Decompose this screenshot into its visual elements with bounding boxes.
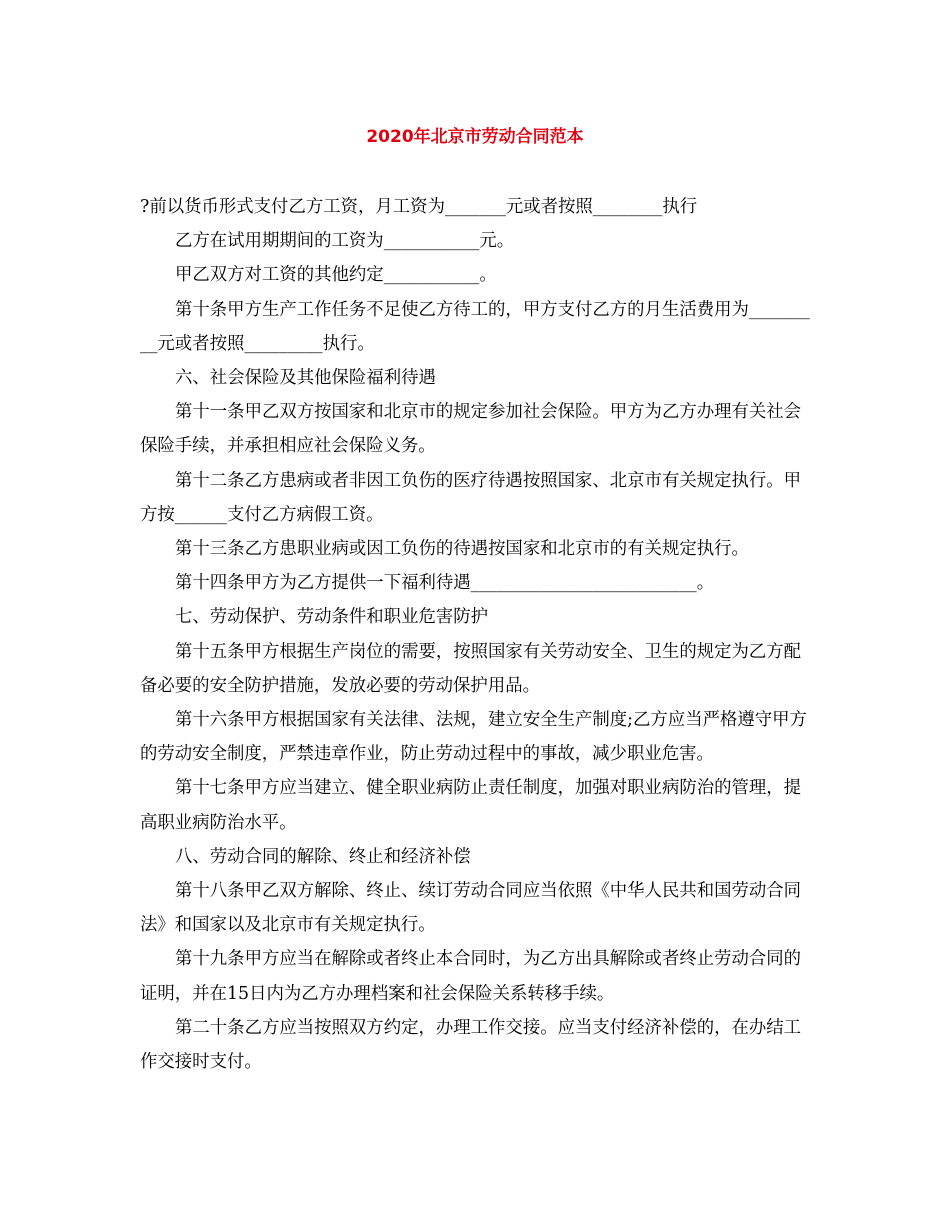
paragraph: ?前以货币形式支付乙方工资，月工资为_______元或者按照________执行 [140, 197, 698, 217]
paragraph: 乙方在试用期期间的工资为___________元。 [175, 231, 515, 252]
paragraph: 第十三条乙方患职业病或因工负伤的待遇按国家和北京市的有关规定执行。 [175, 539, 749, 560]
section-heading: 八、劳动合同的解除、终止和经济补偿 [175, 846, 471, 867]
section-heading: 六、社会保险及其他保险福利待遇 [175, 368, 436, 389]
paragraph: 第十七条甲方应当建立、健全职业病防止责任制度，加强对职业病防治的管理，提高职业病防治水平。 [140, 778, 802, 833]
section-heading: 七、劳动保护、劳动条件和职业危害防护 [175, 607, 489, 628]
paragraph: 第十一条甲乙双方按国家和北京市的规定参加社会保险。甲方为乙方办理有关社会保险手续，并承担相应社会保险义务。 [140, 402, 802, 457]
paragraph: 第二十条乙方应当按照双方约定，办理工作交接。应当支付经济补偿的，在办结工作交接时支付。 [140, 1017, 802, 1073]
paragraph: 第十条甲方生产工作任务不足使乙方待工的，甲方支付乙方的月生活费用为_________元或者按照_________执行。 [140, 299, 810, 354]
paragraph: 第十五条甲方根据生产岗位的需要，按照国家有关劳动安全、卫生的规定为乙方配备必要的安全防护措施，发放必要的劳动保护用品。 [140, 641, 802, 696]
document-title: 2020年北京市劳动合同范本 [366, 127, 584, 147]
paragraph: 第十四条甲方为乙方提供一下福利待遇__________________________。 [175, 573, 715, 594]
paragraph: 第十六条甲方根据国家有关法律、法规，建立安全生产制度;乙方应当严格遵守甲方的劳动安全制度，严禁违章作业，防止劳动过程中的事故，减少职业危害。 [140, 710, 807, 765]
paragraph: 第十八条甲乙双方解除、终止、续订劳动合同应当依照《中华人民共和国劳动合同法》和国家以及北京市有关规定执行。 [140, 881, 802, 936]
document-body [140, 190, 816, 1079]
paragraph: 甲乙双方对工资的其他约定___________。 [175, 265, 497, 286]
paragraph: 第十二条乙方患病或者非因工负伤的医疗待遇按照国家、北京市有关规定执行。甲方按______支付乙方病假工资。 [140, 470, 802, 525]
paragraph: 第十九条甲方应当在解除或者终止本合同时，为乙方出具解除或者终止劳动合同的证明，并在15日内为乙方办理档案和社会保险关系转移手续。 [140, 949, 802, 1004]
